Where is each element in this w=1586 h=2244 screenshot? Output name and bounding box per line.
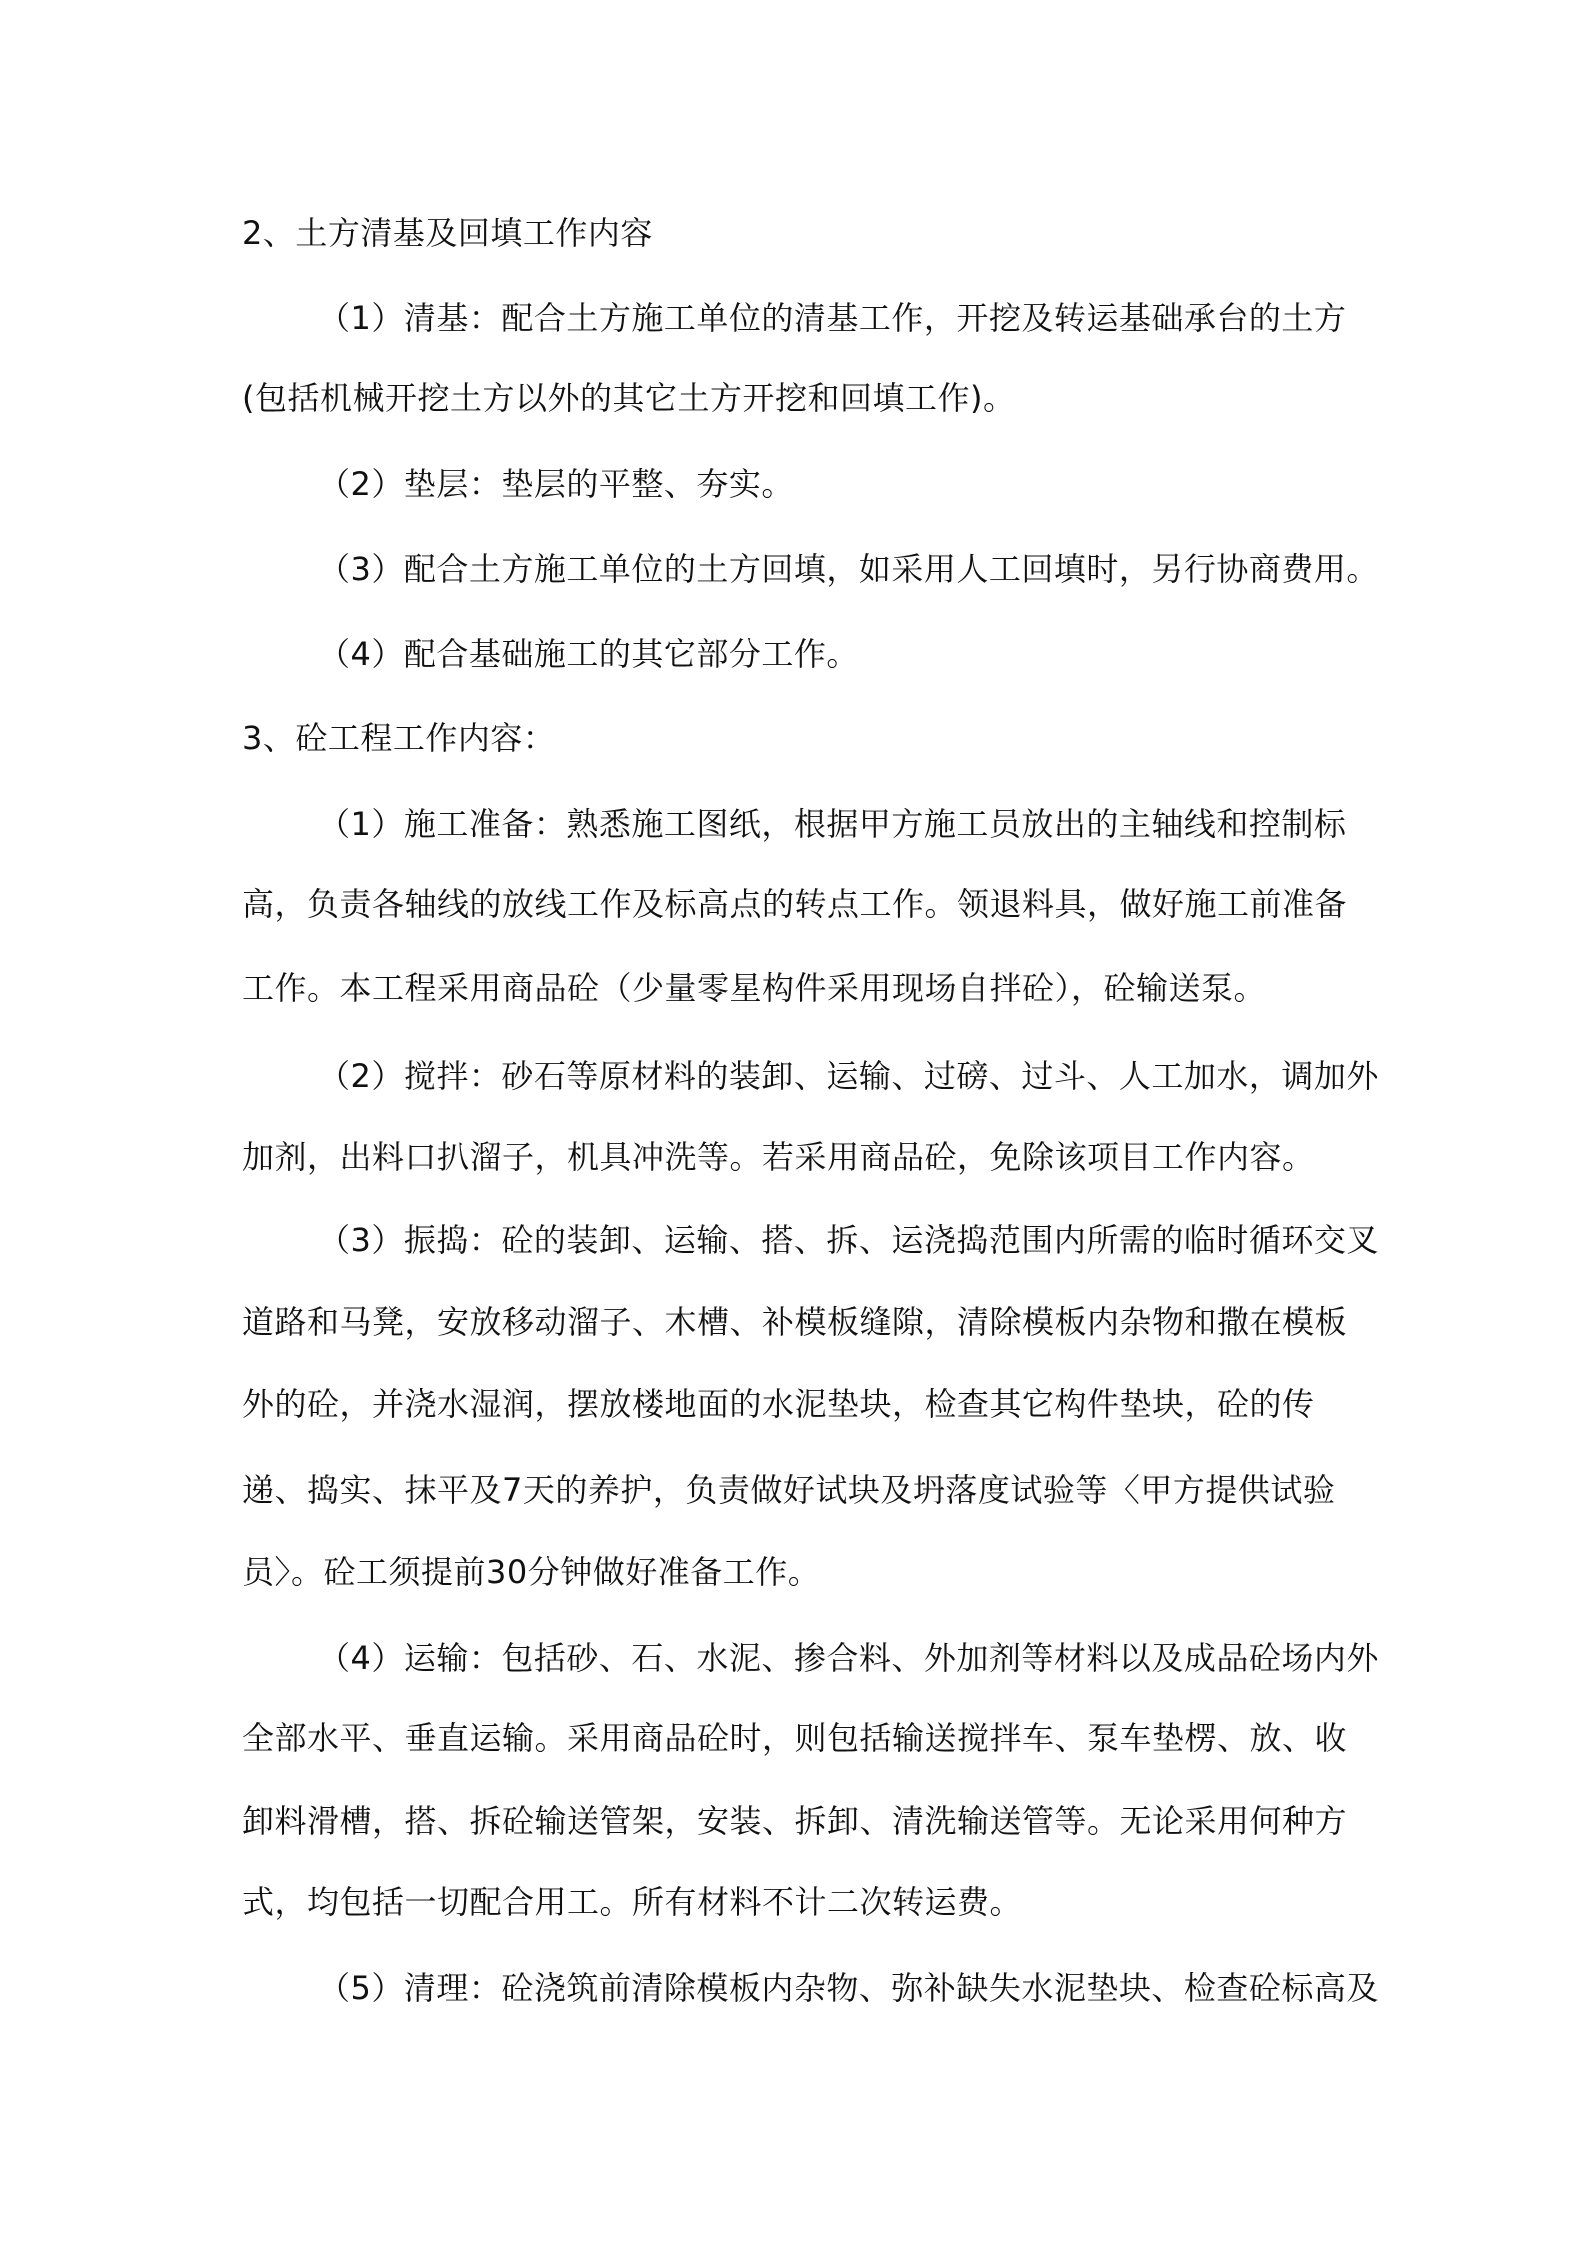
paragraph-line: 全部水平、垂直运输。采用商品砼时，则包括输送搅拌车、泵车垫楞、放、收 [242,1719,1348,1757]
paragraph-line: 加剂，出料口扒溜子，机具冲洗等。若采用商品砼，免除该项目工作内容。 [242,1138,1315,1176]
paragraph-line: （2）搅拌：砂石等原材料的装卸、运输、过磅、过斗、人工加水，调加外 [318,1057,1379,1095]
paragraph-line: （1）清基：配合土方施工单位的清基工作，开挖及转运基础承台的土方 [318,299,1347,337]
paragraph-line: 工作。本工程采用商品砼（少量零星构件采用现场自拌砼），砼输送泵。 [242,969,1267,1007]
paragraph-line: 式，均包括一切配合用工。所有材料不计二次转运费。 [242,1883,1023,1921]
section-heading-concrete: 3、砼工程工作内容： [242,719,556,757]
paragraph-line: （4）运输：包括砂、石、水泥、掺合料、外加剂等材料以及成品砼场内外 [318,1639,1379,1677]
paragraph-line: 卸料滑槽，搭、拆砼输送管架，安装、拆卸、清洗输送管等。无论采用何种方 [242,1802,1348,1840]
paragraph-line: 递、捣实、抹平及7天的养护，负责做好试块及坍落度试验等〈甲方提供试验 [242,1471,1336,1509]
paragraph-line: 外的砼，并浇水湿润，摆放楼地面的水泥垫块，检查其它构件垫块，砼的传 [242,1385,1315,1423]
paragraph-line: 高，负责各轴线的放线工作及标高点的转点工作。领退料具，做好施工前准备 [242,885,1348,923]
paragraph-line: （3）振捣：砼的装卸、运输、搭、拆、运浇捣范围内所需的临时循环交叉 [318,1221,1379,1259]
paragraph-line: （2）垫层：垫层的平整、夯实。 [318,465,794,503]
section-heading-earthwork: 2、土方清基及回填工作内容 [242,214,653,252]
paragraph-line: 道路和马凳，安放移动溜子、木槽、补模板缝隙，清除模板内杂物和撒在模板 [242,1303,1348,1341]
paragraph-line: (包括机械开挖土方以外的其它土方开挖和回填工作)。 [242,379,1016,417]
paragraph-line: （3）配合土方施工单位的土方回填，如采用人工回填时，另行协商费用。 [318,550,1379,588]
paragraph-line: （1）施工准备：熟悉施工图纸，根据甲方施工员放出的主轴线和控制标 [318,805,1347,843]
paragraph-line: （5）清理：砼浇筑前清除模板内杂物、弥补缺失水泥垫块、检查砼标高及 [318,1969,1379,2007]
paragraph-line: 员〉。砼工须提前30分钟做好准备工作。 [242,1553,821,1591]
paragraph-line: （4）配合基础施工的其它部分工作。 [318,635,859,673]
